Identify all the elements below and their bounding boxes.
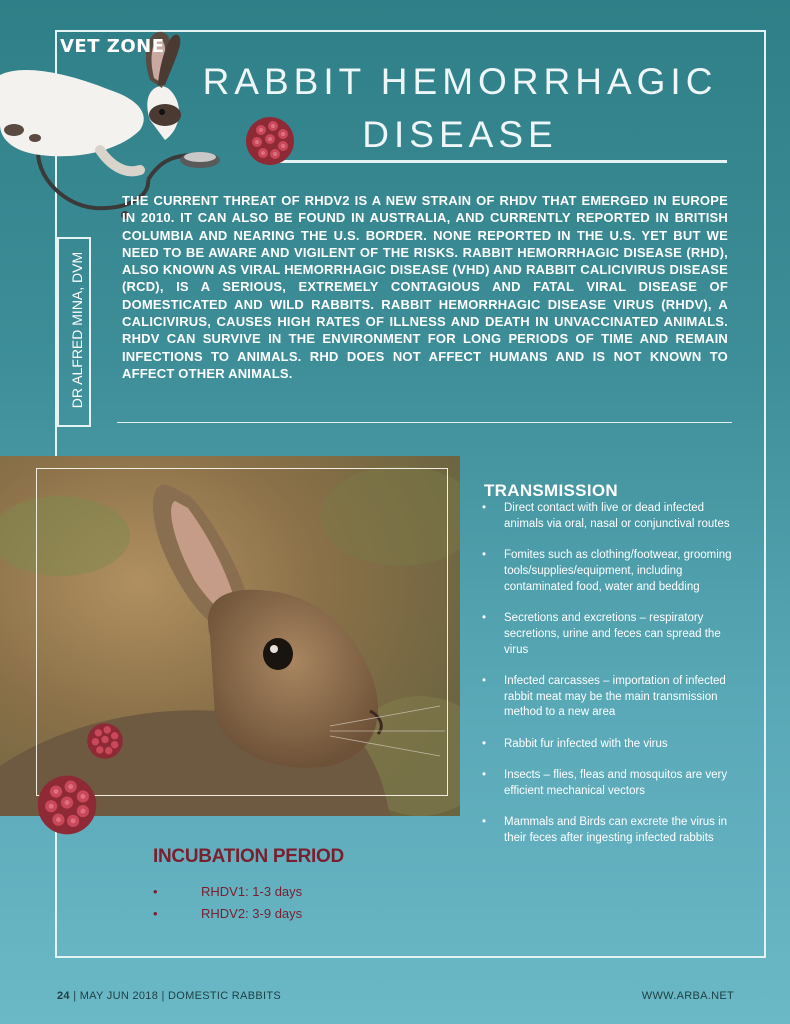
page-number: 24 [57,990,70,1002]
transmission-list [480,501,732,862]
incubation-heading: INCUBATION PERIOD [153,846,344,867]
list-item: • RHDV2: 3-9 days [153,903,302,925]
list-item: • Mammals and Birds can excrete the virus in their feces after ingesting infected rabbits [480,815,732,847]
list-item: • Direct contact with live or dead infected animals via oral, nasal or conjunctival routes [480,501,732,533]
author-name: DR ALFRED MINA, DVM [69,251,85,409]
virus-icon [34,772,100,838]
list-item: • Rabbit fur infected with the virus [480,737,732,753]
transmission-heading: TRANSMISSION [484,481,618,500]
incubation-list [153,881,302,925]
list-item: • Fomites such as clothing/footwear, grooming tools/supplies/equipment, including contaminated food, water and bedding [480,548,732,595]
issue-date: MAY JUN 2018 [79,990,159,1002]
author-box [57,237,91,427]
list-item: • Infected carcasses – importation of infected rabbit meat may be the main transmission method to a new area [480,674,732,721]
title-divider [270,160,727,163]
section-tag: VET ZONE [60,36,165,57]
intro-paragraph: THE CURRENT THREAT OF RHDV2 IS A NEW STRAIN OF RHDV THAT EMERGED IN EUROPE IN 2010. IT CAN ALSO BE FOUND IN AUSTRALIA, AND CURRENTLY REPORTED IN BRITISH COLUMBIA AND NEARING THE U.S. BORDER. NONE REPORTED IN THE U.S. YET BUT WE NEED TO BE AWARE AND VIGILENT OF THE RISKS. RABBIT HEMORRHAGIC DISEASE (RHD), ALSO KNOWN AS VIRAL HEMORRHAGIC DISEASE (VHD) AND RABBIT CALICIVIRUS DISEASE (RCD), IS A SERIOUS, EXTREMELY CONTAGIOUS AND FATAL VIRAL DISEASE OF DOMESTICATED AND WILD RABBITS. RABBIT HEMORRHAGIC DISEASE VIRUS (RHDV), A CALICIVIRUS, CAUSES HIGH RATES OF ILLNESS AND DEATH IN UNVACCINATED ANIMALS. RHDV CAN SURVIVE IN THE ENVIRONMENT FOR LONG PERIODS OF TIME AND REMAIN INFECTIONS TO ANIMALS. RHD DOES NOT AFFECT HUMANS AND IS NOT KNOWN TO AFFECT OTHER ANIMALS. [122,193,728,381]
footer-left [57,990,281,1002]
website-url[interactable]: WWW.ARBA.NET [641,990,734,1002]
publication-name: DOMESTIC RABBITS [168,990,281,1002]
title-line-2: DISEASE [362,114,558,155]
list-item: • RHDV1: 1-3 days [153,881,302,903]
list-item: • Secretions and excretions – respiratory secretions, urine and feces can spread the virus [480,611,732,658]
footer-separator: | [73,990,80,1002]
footer-separator: | [161,990,168,1002]
virus-icon [85,721,125,761]
list-item: • Insects – flies, fleas and mosquitos are very efficient mechanical vectors [480,768,732,800]
intro-divider [117,422,732,423]
title-line-1: RABBIT HEMORRHAGIC [202,61,718,102]
virus-icon [243,114,297,168]
